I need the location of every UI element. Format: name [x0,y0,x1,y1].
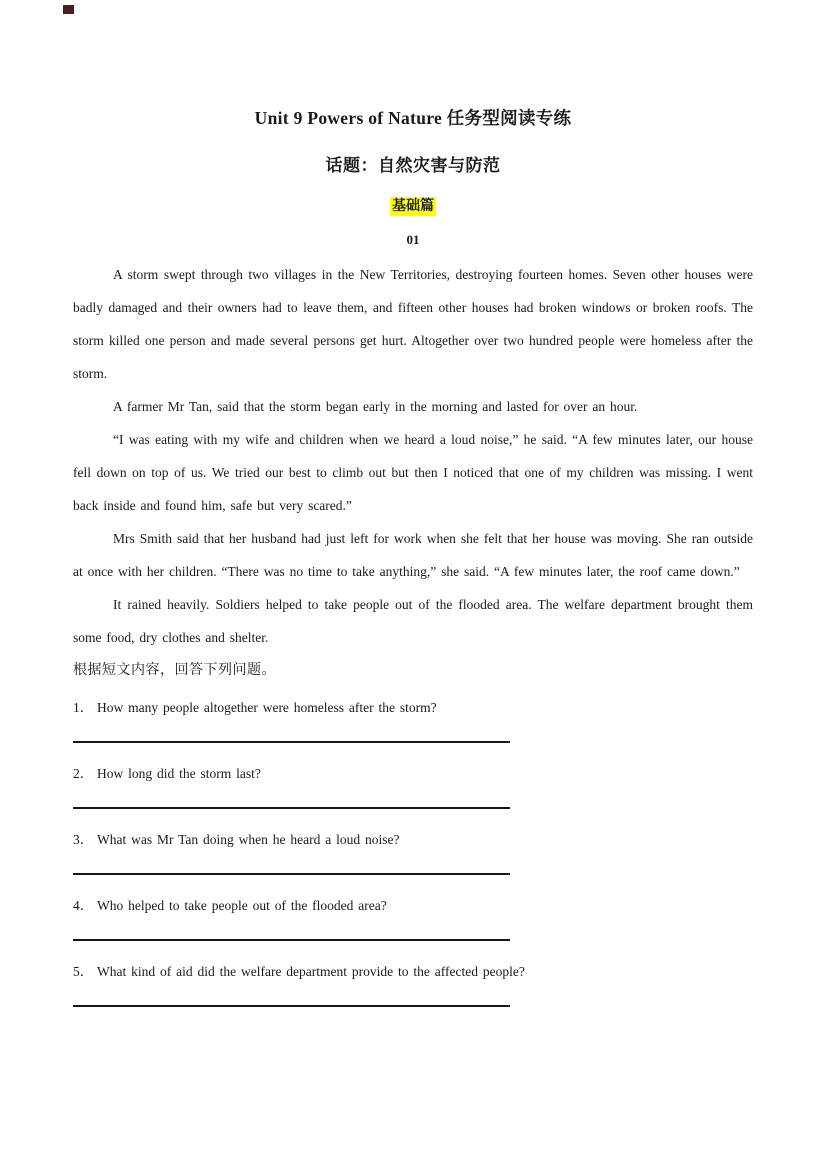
passage-paragraph-5: It rained heavily. Soldiers helped to take people out of the flooded area. The welfare department brought them some food, dry clothes and shelter. [73,597,753,645]
section-badge: 基础篇 [392,199,434,214]
question-item-4 [73,896,753,941]
answer-blank-line[interactable] [73,807,510,809]
question-item-5 [73,962,753,1007]
question-text: Who helped to take people out of the flooded area? [97,898,387,913]
passage-paragraph-1: A storm swept through two villages in the New Territories, destroying fourteen homes. Seven other houses were badly damaged and their owners had to leave them, and fifteen other houses had broken windows or broken roofs. The storm killed one person and made several persons get hurt. Altogether over two hundred people were homeless after the storm. [73,267,753,381]
answer-blank-line[interactable] [73,873,510,875]
question-item-1 [73,698,753,743]
passage-paragraph-4: Mrs Smith said that her husband had just left for work when she felt that her house was moving. She ran outside at once with her children. “There was no time to take anything,” she said. “A few minutes later, the roof came down.” [73,531,753,579]
question-number: 1． [73,700,94,715]
section-badge-row [73,196,753,216]
question-number: 3． [73,832,94,847]
answer-blank-line[interactable] [73,939,510,941]
question-text: What kind of aid did the welfare department provide to the affected people? [97,964,525,979]
exercise-number: 01 [406,232,420,247]
answer-blank-line[interactable] [73,741,510,743]
task-instruction: 根据短文内容，回答下列问题。 [73,663,276,678]
question-item-2 [73,764,753,809]
question-number: 5． [73,964,94,979]
question-number: 4． [73,898,94,913]
question-list [73,698,753,1007]
reading-passage [73,258,753,654]
answer-blank-line[interactable] [73,1005,510,1007]
question-text: What was Mr Tan doing when he heard a loud noise? [97,832,400,847]
passage-paragraph-3: “I was eating with my wife and children when we heard a loud noise,” he said. “A few minutes later, our house fell down on top of us. We tried our best to climb out but then I noticed that one of my children was missing. I went back inside and found him, safe but very scared.” [73,432,753,513]
question-text: How many people altogether were homeless after the storm? [97,700,437,715]
question-text: How long did the storm last? [97,766,261,781]
question-item-3 [73,830,753,875]
topic-subtitle: 话题：自然灾害与防范 [325,156,501,175]
page-title: Unit 9 Powers of Nature 任务型阅读专练 [254,108,572,128]
scan-artifact [63,5,74,14]
passage-paragraph-2: A farmer Mr Tan, said that the storm began early in the morning and lasted for over an hour. [113,399,638,414]
question-number: 2． [73,766,94,781]
